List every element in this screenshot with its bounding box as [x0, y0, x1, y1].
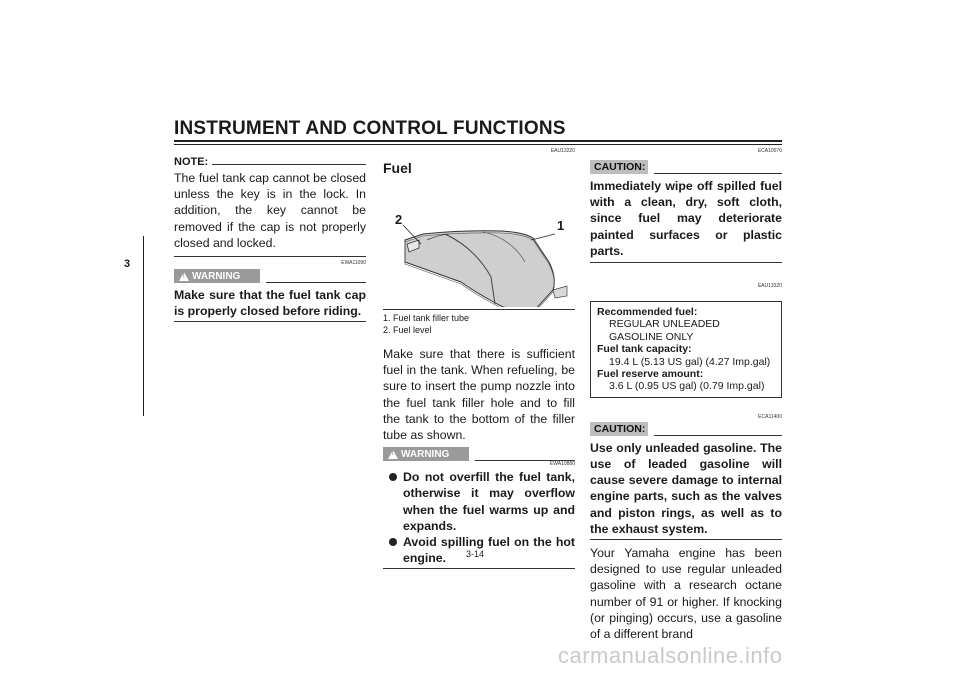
- caution-code: ECA11400: [758, 413, 782, 420]
- recommended-fuel-value: REGULAR UNLEADED GASOLINE ONLY: [609, 318, 720, 343]
- warning-triangle-icon: [179, 272, 189, 281]
- reserve-amount-label: Fuel reserve amount:: [597, 368, 704, 381]
- caution-badge: [590, 422, 648, 436]
- left-column: [174, 156, 366, 322]
- note-text: The fuel tank cap cannot be closed unless the key is in the lock. In addition, the key cannot be removed if the cap is not properly closed and locked.: [174, 171, 366, 250]
- fuel-tank-figure: [383, 182, 575, 307]
- fuel-tank-illustration: [383, 182, 575, 307]
- fuel-spec-box: [590, 301, 782, 398]
- section-title: Fuel: [383, 160, 412, 176]
- reserve-amount-value: 3.6 L (0.95 US gal) (0.79 Imp.gal): [609, 380, 765, 393]
- warning-badge: [383, 447, 469, 461]
- list-item: [389, 469, 575, 534]
- warning-end-rule: [383, 568, 575, 569]
- bullet-icon: [389, 473, 397, 481]
- header-rule-thin: [174, 144, 782, 145]
- recommended-fuel-label: Recommended fuel:: [597, 306, 698, 319]
- engine-body-text: Your Yamaha engine has been designed to use regular unleaded gasoline with a research octane number of 91 or higher. If knocking (or pinging) occurs, use a gasoline of a different brand: [590, 546, 782, 642]
- caution-end-rule: [590, 262, 782, 263]
- warning-code: EWA10880: [549, 461, 575, 468]
- right-column: [590, 148, 782, 642]
- warning-text: Make sure that the fuel tank cap is properly closed before riding.: [174, 288, 366, 319]
- caution-code: ECA10070: [757, 148, 782, 154]
- note-label: NOTE:: [174, 156, 209, 168]
- caution-text: Use only unleaded gasoline. The use of leaded gasoline will cause severe damage to internal engine parts, such as the valves and piston rings, as well as to the exhaust system.: [590, 440, 782, 536]
- caution-text: Immediately wipe off spilled fuel with a clean, dry, soft cloth, since fuel may deteriorate painted surfaces or plastic parts.: [590, 179, 782, 258]
- tank-capacity-label: Fuel tank capacity:: [597, 343, 692, 356]
- fuel-body-text: Make sure that there is sufficient fuel in the tank. When refueling, be sure to insert the pump nozzle into the fuel tank filler hole and to fill the tank to the bottom of the filler tube as shown.: [383, 347, 575, 443]
- caution-heading: [590, 160, 782, 174]
- watermark: carmanualsonline.info: [558, 643, 783, 668]
- figure-rule: [383, 309, 575, 310]
- middle-column: [383, 148, 575, 569]
- note-end-rule: [174, 256, 366, 257]
- bullet-text: Avoid spilling fuel on the hot engine.: [403, 535, 575, 566]
- warning-badge: [174, 269, 260, 283]
- bullet-icon: [389, 538, 397, 546]
- figure-caption-2: 2. Fuel level: [383, 325, 432, 335]
- figure-caption-1: 1. Fuel tank filler tube: [383, 313, 470, 323]
- caution-label: CAUTION:: [594, 422, 646, 435]
- chapter-tab-rule: [143, 236, 144, 416]
- page-header-title: INSTRUMENT AND CONTROL FUNCTIONS: [174, 118, 566, 139]
- bullet-text: Do not overfill the fuel tank, otherwise it may overflow when the fuel warms up and expands.: [403, 470, 575, 533]
- caution-rule: [654, 435, 782, 436]
- figure-callout-1: 1: [557, 218, 565, 233]
- warning-heading: [383, 447, 575, 461]
- chapter-tab-number: 3: [124, 258, 131, 270]
- caution-rule: [654, 173, 782, 174]
- page-number: 3-14: [466, 549, 485, 559]
- chapter-tab: [117, 236, 143, 416]
- caution-heading: [590, 422, 782, 436]
- warning-label: WARNING: [401, 448, 450, 460]
- warning-rule: [266, 282, 366, 283]
- note-rule: [212, 164, 366, 165]
- figure-callout-2: 2: [395, 212, 403, 227]
- warning-triangle-icon: [388, 450, 398, 459]
- warning-heading: [174, 269, 366, 283]
- box-code: EAU13320: [757, 283, 782, 290]
- section-code: EAU13220: [550, 148, 575, 154]
- caution-end-rule: [590, 539, 782, 540]
- warning-end-rule: [174, 321, 366, 322]
- caution-badge: [590, 160, 648, 174]
- note-heading: [174, 156, 366, 168]
- warning-code: EWA11090: [341, 260, 366, 267]
- tank-capacity-value: 19.4 L (5.13 US gal) (4.27 Imp.gal): [609, 355, 771, 368]
- header-rule: [174, 140, 782, 142]
- caution-label: CAUTION:: [594, 161, 646, 173]
- warning-label: WARNING: [192, 270, 241, 282]
